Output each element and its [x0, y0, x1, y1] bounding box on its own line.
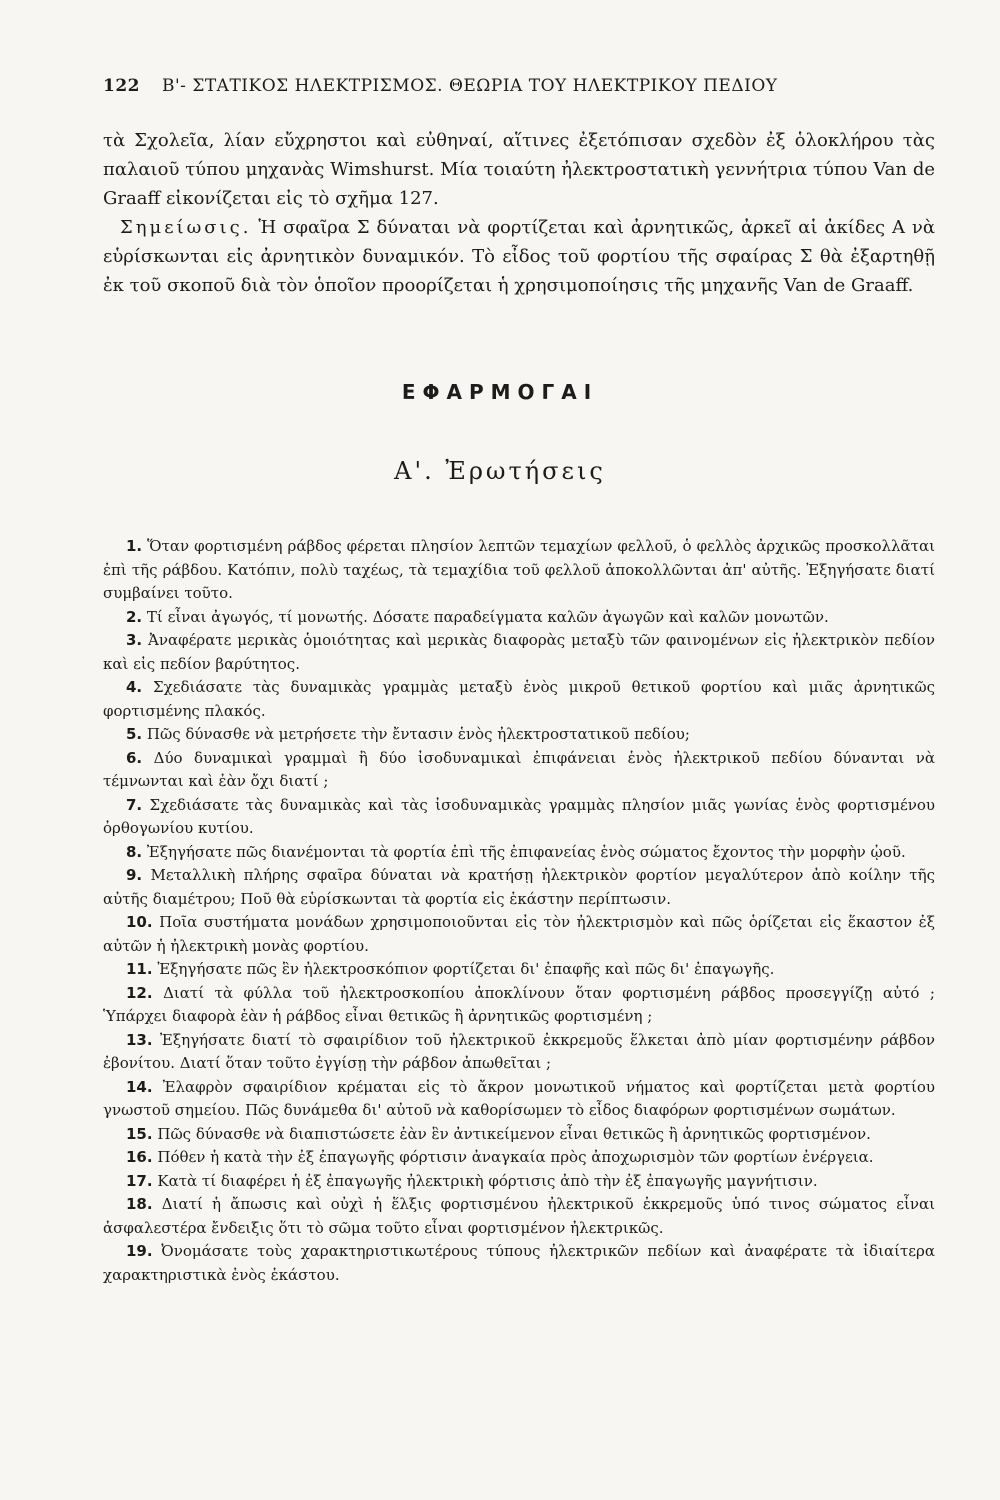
question-item	[103, 1240, 935, 1287]
question-item	[103, 864, 935, 911]
intro-text	[103, 126, 935, 300]
question-item	[103, 1029, 935, 1076]
question-number: 12.	[126, 983, 153, 1002]
running-title: Β'- ΣΤΑΤΙΚΟΣ ΗΛΕΚΤΡΙΣΜΟΣ. ΘΕΩΡΙΑ ΤΟΥ ΗΛΕΚΤΡΙΚΟΥ ΠΕΔΙΟΥ	[162, 76, 778, 96]
question-number: 13.	[126, 1030, 153, 1049]
question-item	[103, 1123, 935, 1147]
question-number: 15.	[126, 1124, 153, 1143]
question-number: 19.	[126, 1242, 153, 1260]
question-number: 7.	[126, 795, 143, 814]
questions-list	[103, 535, 935, 1287]
question-text: Διατί τὰ φύλλα τοῦ ἠλεκτροσκοπίου ἀποκλίνουν ὅταν φορτισμένη ράβδος προσεγγίζῃ αὐτό ; Ὑπάρχει διαφορὰ ἐὰν ἡ ράβδος εἶναι θετικῶς ἢ ἀρνητικῶς φορτισμένη ;	[103, 983, 935, 1025]
question-text: Πόθεν ἡ κατὰ τὴν ἐξ ἐπαγωγῆς φόρτισιν ἀναγκαία πρὸς ἀποχωρισμὸν τῶν φορτίων ἐνέργεια.	[157, 1148, 874, 1166]
question-item	[103, 841, 935, 865]
note-paragraph	[103, 213, 935, 300]
question-text: Ἐξηγήσατε πῶς ἓν ἠλεκτροσκόπιον φορτίζεται δι' ἐπαφῆς καὶ πῶς δι' ἐπαγωγῆς.	[157, 960, 775, 978]
question-text: Σχεδιάσατε τὰς δυναμικὰς γραμμὰς μεταξὺ ἑνὸς μικροῦ θετικοῦ φορτίου καὶ μιᾶς ἀρνητικῶς φορτισμένης πλακός.	[103, 678, 936, 720]
question-text: Ὅταν φορτισμένη ράβδος φέρεται πλησίον λεπτῶν τεμαχίων φελλοῦ, ὁ φελλὸς ἀρχικῶς προσκολλᾶται ἐπὶ τῆς ράβδου. Κατόπιν, πολὺ ταχέως, τὰ τεμαχίδια τοῦ φελλοῦ ἀποκολλῶνται ἀπ' αὐτῆς. Ἐξηγήσατε διατί συμβαίνει τοῦτο.	[103, 537, 935, 602]
question-text: Ἐξηγήσατε διατί τὸ σφαιρίδιον τοῦ ἠλεκτρικοῦ ἐκκρεμοῦς ἕλκεται ἀπὸ μίαν φορτισμένην ράβδον ἐβονίτου. Διατί ὅταν τοῦτο ἐγγίσῃ τὴν ράβδον ἀπωθεῖται ;	[103, 1030, 935, 1072]
question-item	[103, 629, 935, 676]
question-number: 18.	[126, 1195, 153, 1213]
question-number: 2.	[126, 607, 143, 626]
question-number: 5.	[126, 725, 143, 743]
question-number: 1.	[126, 537, 143, 555]
question-item	[103, 606, 935, 630]
question-number: 11.	[126, 960, 153, 978]
question-number: 3.	[126, 631, 143, 649]
question-text: Ἀναφέρατε μερικὰς ὁμοιότητας καὶ μερικὰς διαφορὰς μεταξὺ τῶν φαινομένων εἰς ἠλεκτρικὸν πεδίον καὶ εἰς πεδίον βαρύτητος.	[103, 631, 935, 673]
subsection-title: Α'. Ἐρωτήσεις	[394, 457, 606, 485]
question-item	[103, 535, 935, 606]
question-item	[103, 794, 935, 841]
question-item	[103, 676, 935, 723]
question-text: Κατὰ τί διαφέρει ἡ ἐξ ἐπαγωγῆς ἠλεκτρικὴ φόρτισις ἀπὸ τὴν ἐξ ἐπαγωγῆς μαγνήτισιν.	[157, 1171, 818, 1190]
note-label: Σημείωσις.	[120, 217, 252, 238]
question-text: Διατί ἡ ἄπωσις καὶ οὐχὶ ἡ ἕλξις φορτισμένου ἠλεκτρικοῦ ἐκκρεμοῦς ὑπό τινος σώματος εἶναι ἀσφαλεστέρα ἔνδειξις ὅτι τὸ σῶμα τοῦτο εἶναι φορτισμένον ἠλεκτρικῶς.	[103, 1195, 935, 1237]
question-item	[103, 982, 935, 1029]
page-number: 122	[103, 76, 140, 96]
question-number: 8.	[126, 842, 143, 861]
question-text: Ποῖα συστήματα μονάδων χρησιμοποιοῦνται εἰς τὸν ἠλεκτρισμὸν καὶ πῶς ὁρίζεται εἰς ἕκαστον ἐξ αὐτῶν ἡ ἠλεκτρικὴ μονὰς φορτίου.	[103, 913, 935, 955]
question-text: Σχεδιάσατε τὰς δυναμικὰς καὶ τὰς ἰσοδυναμικὰς γραμμὰς πλησίον μιᾶς γωνίας ἑνὸς φορτισμένου ὀρθογωνίου κυτίου.	[103, 795, 935, 837]
question-item	[103, 1193, 935, 1240]
section-title: ΕΦΑΡΜΟΓΑΙ	[401, 380, 599, 404]
question-text: Ἐλαφρὸν σφαιρίδιον κρέμαται εἰς τὸ ἄκρον μονωτικοῦ νήματος καὶ φορτίζεται μετὰ φορτίου γνωστοῦ σημείου. Πῶς δυνάμεθα δι' αὐτοῦ νὰ καθορίσωμεν τὸ εἶδος διαφόρων φορτισμένων σωμάτων.	[103, 1077, 935, 1119]
question-number: 6.	[126, 748, 143, 767]
question-number: 4.	[126, 678, 143, 696]
note-text: Ἡ σφαῖρα Σ δύναται νὰ φορτίζεται καὶ ἀρνητικῶς, ἀρκεῖ αἱ ἀκίδες Α νὰ εὑρίσκωνται εἰς ἀρνητικὸν δυναμικόν. Τὸ εἶδος τοῦ φορτίου τῆς σφαίρας Σ θὰ ἐξαρτηθῇ ἐκ τοῦ σκοποῦ διὰ τὸν ὁποῖον προορίζεται ἡ χρησιμοποίησις τῆς μηχανῆς Van de Graaff.	[103, 217, 935, 296]
question-text: Πῶς δύνασθε νὰ διαπιστώσετε ἐὰν ἓν ἀντικείμενον εἶναι θετικῶς ἢ ἀρνητικῶς φορτισμένον.	[157, 1124, 871, 1143]
question-text: Μεταλλικὴ πλήρης σφαῖρα δύναται νὰ κρατήσῃ ἠλεκτρικὸν φορτίον μεγαλύτερον ἀπὸ κοίλην τῆς αὐτῆς διαμέτρου; Ποῦ θὰ εὑρίσκωνται τὰ φορτία εἰς ἑκάστην περίπτωσιν.	[103, 866, 935, 908]
question-text: Ἐξηγήσατε πῶς διανέμονται τὰ φορτία ἐπὶ τῆς ἐπιφανείας ἑνὸς σώματος ἔχοντος τὴν μορφὴν ᾠοῦ.	[146, 842, 906, 861]
question-item	[103, 911, 935, 958]
question-number: 16.	[126, 1148, 153, 1166]
question-number: 10.	[126, 913, 153, 931]
question-text: Δύο δυναμικαὶ γραμμαὶ ἢ δύο ἰσοδυναμικαὶ ἐπιφάνειαι ἑνὸς ἠλεκτρικοῦ πεδίου δύνανται νὰ τέμνωνται καὶ ἐὰν ὄχι διατί ;	[103, 748, 935, 790]
question-number: 17.	[126, 1171, 153, 1190]
question-text: Τί εἶναι ἀγωγός, τί μονωτής. Δόσατε παραδείγματα καλῶν ἀγωγῶν καὶ καλῶν μονωτῶν.	[146, 607, 829, 626]
intro-paragraph: τὰ Σχολεῖα, λίαν εὔχρηστοι καὶ εὐθηναί, αἵτινες ἐξετόπισαν σχεδὸν ἐξ ὁλοκλήρου τὰς παλαιοῦ τύπου μηχανὰς Wimshurst. Μία τοιαύτη ἠλεκτροστατικὴ γεννήτρια τύπου Van de Graaff εἰκονίζεται εἰς τὸ σχῆμα 127.	[103, 130, 935, 209]
question-item	[103, 723, 935, 747]
question-item	[103, 747, 935, 794]
question-number: 9.	[126, 866, 143, 884]
question-item	[103, 958, 935, 982]
question-text: Ὀνομάσατε τοὺς χαρακτηριστικωτέρους τύπους ἠλεκτρικῶν πεδίων καὶ ἀναφέρατε τὰ ἰδιαίτερα χαρακτηριστικὰ ἑνὸς ἑκάστου.	[103, 1242, 935, 1284]
question-item	[103, 1146, 935, 1170]
question-item	[103, 1170, 935, 1194]
question-text: Πῶς δύνασθε νὰ μετρήσετε τὴν ἔντασιν ἑνὸς ἠλεκτροστατικοῦ πεδίου;	[146, 725, 690, 743]
running-header	[103, 76, 903, 96]
question-number: 14.	[126, 1077, 153, 1096]
question-item	[103, 1076, 935, 1123]
